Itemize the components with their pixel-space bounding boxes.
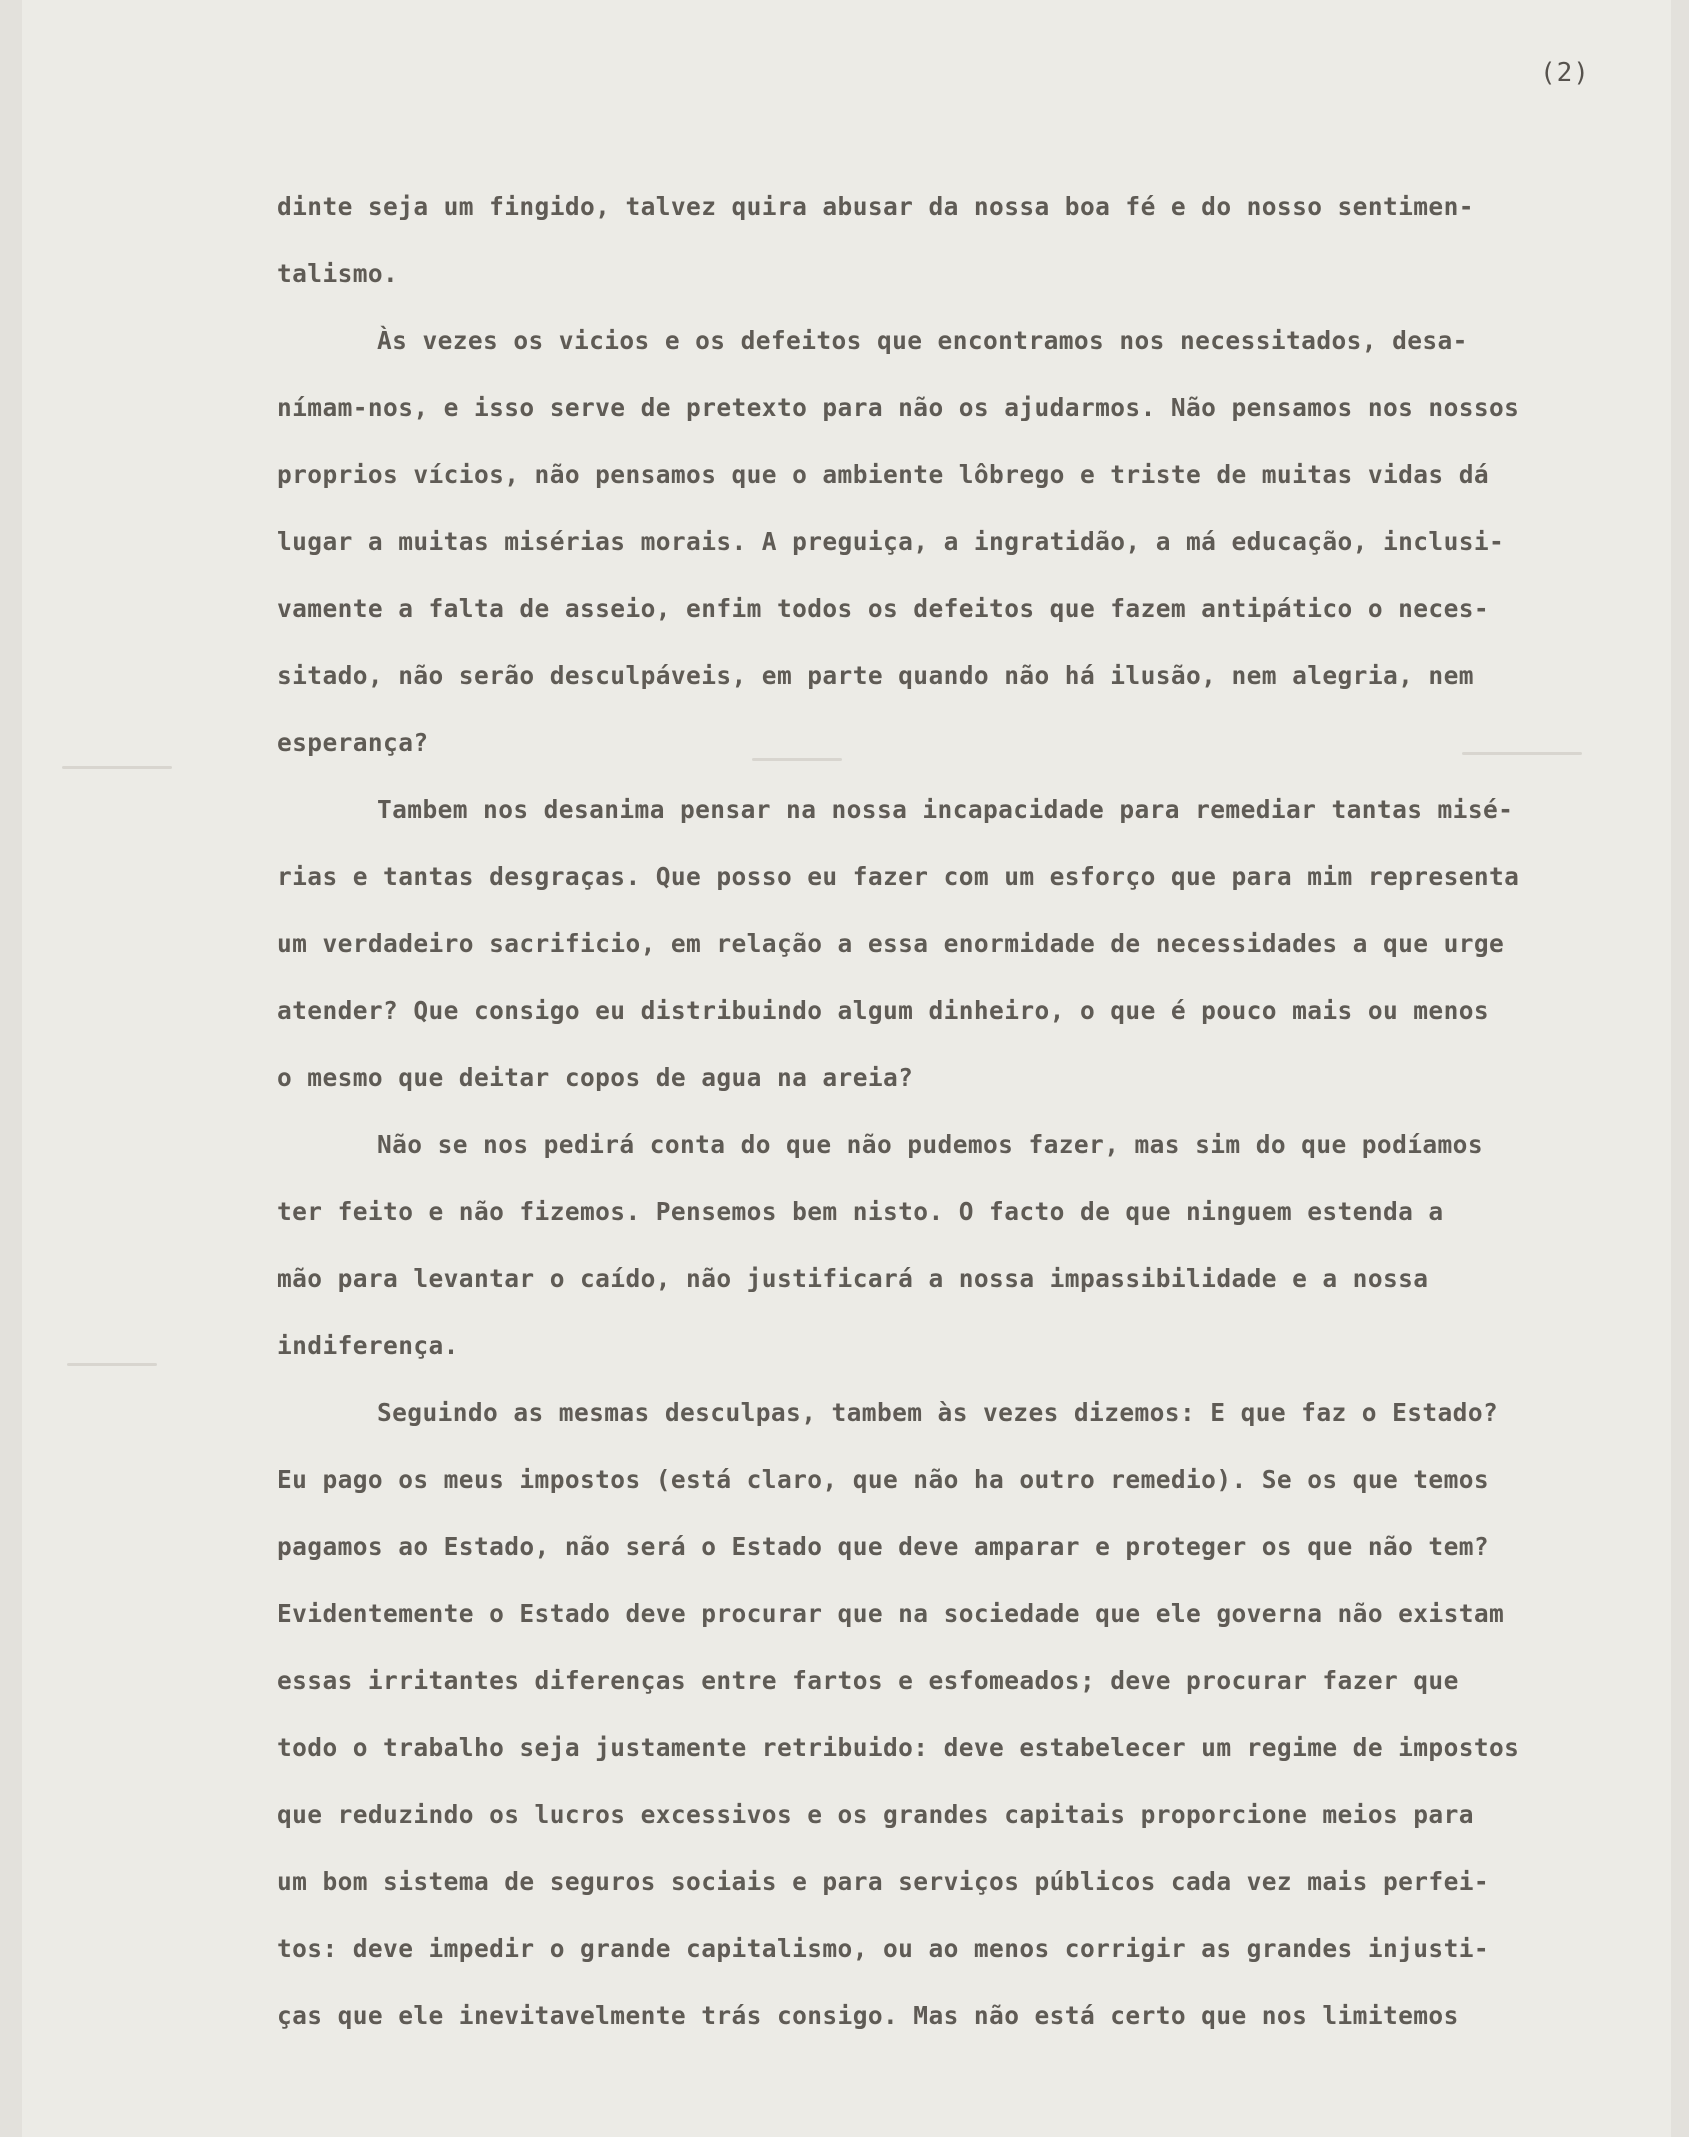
- text-line: indiferença.: [277, 1331, 459, 1360]
- text-line: todo o trabalho seja justamente retribuido: deve estabelecer um regime de impostos: [277, 1733, 1520, 1762]
- text-line: nímam-nos, e isso serve de pretexto para não os ajudarmos. Não pensamos nos nossos: [277, 393, 1520, 422]
- text-line: vamente a falta de asseio, enfim todos os defeitos que fazem antipático o neces-: [277, 594, 1490, 623]
- text-line: Não se nos pedirá conta do que não pudemos fazer, mas sim do que podíamos: [377, 1130, 1483, 1159]
- text-line: tos: deve impedir o grande capitalismo, ou ao menos corrigir as grandes injusti-: [277, 1934, 1490, 1963]
- text-line: Tambem nos desanima pensar na nossa incapacidade para remediar tantas misé-: [377, 795, 1514, 824]
- text-line: Eu pago os meus impostos (está claro, que não ha outro remedio). Se os que temos: [277, 1465, 1490, 1494]
- body-text: [277, 182, 1677, 2058]
- text-line: um bom sistema de seguros sociais e para serviços públicos cada vez mais perfei-: [277, 1867, 1490, 1896]
- text-line: sitado, não serão desculpáveis, em parte quando não há ilusão, nem alegria, nem: [277, 661, 1474, 690]
- text-line: dinte seja um fingido, talvez quira abusar da nossa boa fé e do nosso sentimen-: [277, 192, 1474, 221]
- text-line: Evidentemente o Estado deve procurar que na sociedade que ele governa não existam: [277, 1599, 1505, 1628]
- scan-border-left: [0, 0, 22, 2137]
- text-line: ter feito e não fizemos. Pensemos bem nisto. O facto de que ninguem estenda a: [277, 1197, 1444, 1226]
- text-line: ças que ele inevitavelmente trás consigo. Mas não está certo que nos limitemos: [277, 2001, 1459, 2030]
- page-number: (2): [1540, 58, 1590, 88]
- text-line: rias e tantas desgraças. Que posso eu fazer com um esforço que para mim representa: [277, 862, 1520, 891]
- text-line: Seguindo as mesmas desculpas, tambem às vezes dizemos: E que faz o Estado?: [377, 1398, 1499, 1427]
- text-line: lugar a muitas misérias morais. A preguiça, a ingratidão, a má educação, inclusi-: [277, 527, 1505, 556]
- text-line: esperança?: [277, 728, 429, 757]
- text-line: mão para levantar o caído, não justificará a nossa impassibilidade e a nossa: [277, 1264, 1429, 1293]
- text-line: pagamos ao Estado, não será o Estado que deve amparar e proteger os que não tem?: [277, 1532, 1490, 1561]
- text-line: o mesmo que deitar copos de agua na areia?: [277, 1063, 914, 1092]
- text-line: talismo.: [277, 259, 399, 288]
- text-line: que reduzindo os lucros excessivos e os grandes capitais proporcione meios para: [277, 1800, 1474, 1829]
- text-line: Às vezes os vicios e os defeitos que encontramos nos necessitados, desa-: [377, 326, 1468, 355]
- typewritten-page: [22, 0, 1671, 2137]
- text-line: proprios vícios, não pensamos que o ambiente lôbrego e triste de muitas vidas dá: [277, 460, 1490, 489]
- paper-smudge: [67, 1363, 157, 1366]
- text-line: atender? Que consigo eu distribuindo algum dinheiro, o que é pouco mais ou menos: [277, 996, 1490, 1025]
- paper-smudge: [62, 766, 172, 769]
- text-line: essas irritantes diferenças entre fartos e esfomeados; deve procurar fazer que: [277, 1666, 1459, 1695]
- text-line: um verdadeiro sacrificio, em relação a essa enormidade de necessidades a que urge: [277, 929, 1505, 958]
